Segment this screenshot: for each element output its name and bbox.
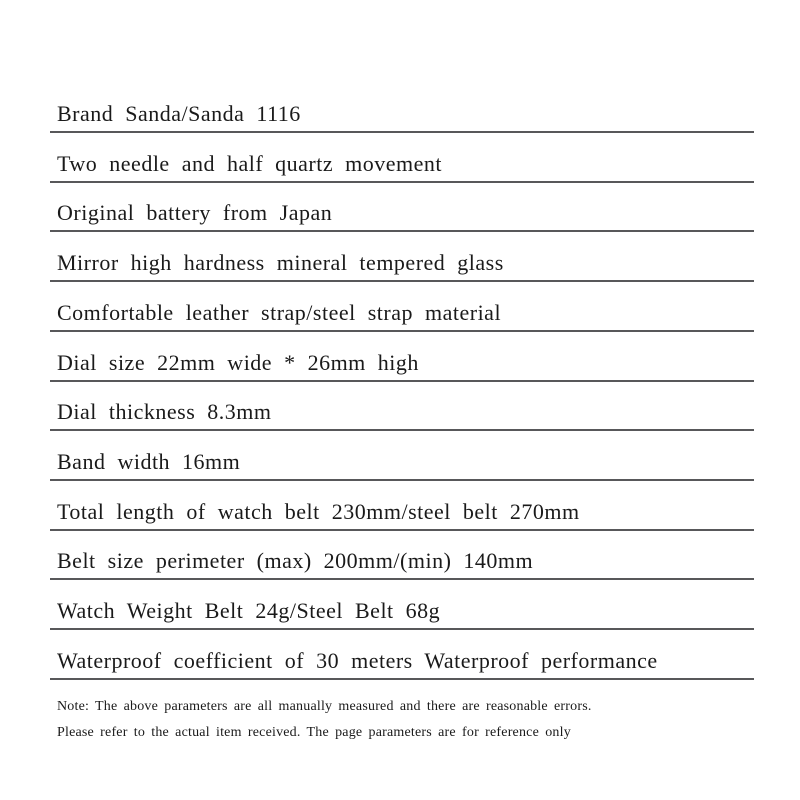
spec-text-brand: Brand Sanda/Sanda 1116 (57, 100, 301, 126)
spec-text-dial-thickness: Dial thickness 8.3mm (57, 399, 272, 425)
spec-row-movement (50, 133, 754, 183)
spec-row-belt-perimeter (50, 531, 754, 581)
spec-row-weight (50, 580, 754, 630)
spec-text-waterproof: Waterproof coefficient of 30 meters Waterproof performance (57, 647, 658, 673)
note-line-2: Please refer to the actual item received. The page parameters are for reference only (57, 725, 571, 740)
spec-text-belt-perimeter: Belt size perimeter (max) 200mm/(min) 140mm (57, 548, 534, 574)
spec-row-band-width (50, 431, 754, 481)
spec-row-dial-thickness (50, 382, 754, 432)
spec-row-belt-length (50, 481, 754, 531)
spec-row-strap-material (50, 282, 754, 332)
note-line-1: Note: The above parameters are all manually measured and there are reasonable errors. (57, 699, 592, 714)
spec-text-strap-material: Comfortable leather strap/steel strap material (57, 299, 502, 325)
spec-text-mirror: Mirror high hardness mineral tempered glass (57, 250, 504, 276)
spec-row-waterproof (50, 630, 754, 680)
spec-table (50, 83, 754, 680)
spec-row-dial-size (50, 332, 754, 382)
notes (57, 694, 757, 746)
spec-row-mirror (50, 232, 754, 282)
spec-row-battery (50, 183, 754, 233)
spec-text-belt-length: Total length of watch belt 230mm/steel belt 270mm (57, 498, 580, 524)
spec-text-band-width: Band width 16mm (57, 448, 241, 474)
spec-text-movement: Two needle and half quartz movement (57, 150, 442, 176)
spec-text-battery: Original battery from Japan (57, 200, 333, 226)
spec-text-dial-size: Dial size 22mm wide * 26mm high (57, 349, 419, 375)
spec-row-brand (50, 83, 754, 133)
spec-text-weight: Watch Weight Belt 24g/Steel Belt 68g (57, 598, 441, 624)
